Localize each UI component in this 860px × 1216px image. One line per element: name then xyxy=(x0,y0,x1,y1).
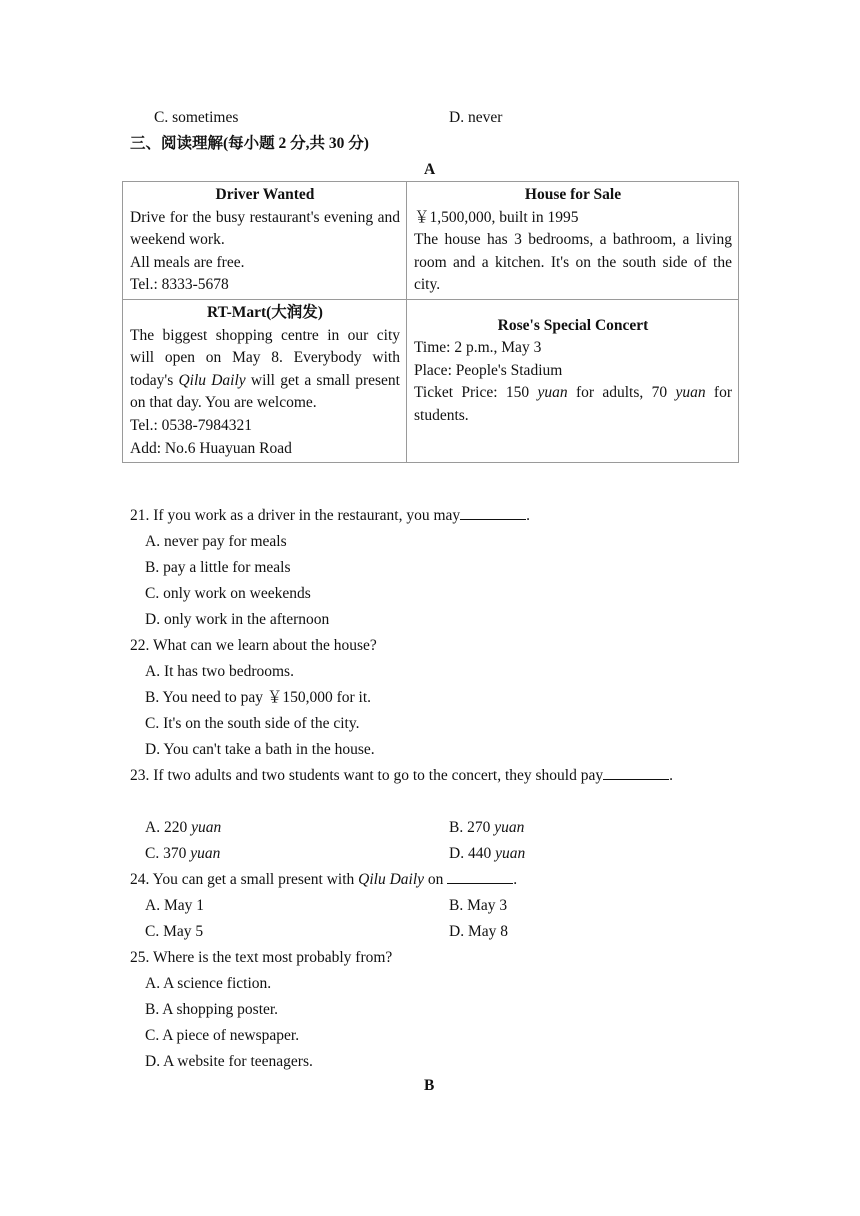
q23-option-d: D. 440 yuan xyxy=(449,845,526,862)
q24-option-b: B. May 3 xyxy=(449,897,508,914)
concert-title: Rose's Special Concert xyxy=(497,316,649,334)
question-21: 21. If you work as a driver in the restaurant, you may . xyxy=(130,507,531,524)
concert-price: Ticket Price: 150 yuan for adults, 70 yuan for students. xyxy=(414,384,732,424)
answer-blank xyxy=(447,869,513,884)
q23-option-c: C. 370 yuan xyxy=(145,845,221,862)
section-heading: 三、阅读理解(每小题 2 分,共 30 分) xyxy=(130,135,369,152)
rtmart-address: Add: No.6 Huayuan Road xyxy=(130,439,292,457)
concert-time: Time: 2 p.m., May 3 xyxy=(414,339,542,357)
rtmart-title: RT-Mart(大润发) xyxy=(207,303,323,321)
house-price: ￥1,500,000, built in 1995 xyxy=(414,208,579,226)
qilu-daily-name: Qilu Daily xyxy=(178,371,246,389)
q25-option-a: A. A science fiction. xyxy=(145,975,272,992)
house-for-sale-title: House for Sale xyxy=(524,186,622,203)
question-24: 24. You can get a small present with Qilu Daily on . xyxy=(130,871,518,888)
option-d-never: D. never xyxy=(449,109,503,126)
rtmart-desc: The biggest shopping centre in our city will open on May 8. Everybody with today's Qilu Daily will get a small present on that day. You are welcome. xyxy=(130,326,400,412)
passage-b-label: B xyxy=(424,1077,435,1094)
rtmart-ad xyxy=(123,299,407,462)
q22-option-c: C. It's on the south side of the city. xyxy=(145,715,360,732)
q21-option-b: B. pay a little for meals xyxy=(145,559,291,576)
driver-wanted-title: Driver Wanted xyxy=(215,186,315,203)
driver-wanted-ad xyxy=(123,182,407,300)
q24-option-c: C. May 5 xyxy=(145,923,204,940)
driver-wanted-meals: All meals are free. xyxy=(130,253,245,271)
q24-option-a: A. May 1 xyxy=(145,897,204,914)
concert-ad xyxy=(407,299,739,462)
q21-option-a: A. never pay for meals xyxy=(145,533,287,550)
q21-option-d: D. only work in the afternoon xyxy=(145,611,330,628)
answer-blank xyxy=(603,765,669,780)
passage-a-label: A xyxy=(424,161,436,178)
q24-option-d: D. May 8 xyxy=(449,923,508,940)
answer-blank xyxy=(460,505,526,520)
house-desc: The house has 3 bedrooms, a bathroom, a living room and a kitchen. It's on the south side of the city. xyxy=(414,231,732,294)
q25-option-d: D. A website for teenagers. xyxy=(145,1053,313,1070)
q21-option-c: C. only work on weekends xyxy=(145,585,311,602)
question-25: 25. Where is the text most probably from? xyxy=(130,949,393,966)
ads-table xyxy=(122,181,739,463)
house-for-sale-ad xyxy=(407,182,739,300)
q23-option-b: B. 270 yuan xyxy=(449,819,525,836)
q25-option-b: B. A shopping poster. xyxy=(145,1001,279,1018)
driver-wanted-desc: Drive for the busy restaurant's evening and weekend work. xyxy=(130,208,400,249)
q22-option-a: A. It has two bedrooms. xyxy=(145,663,294,680)
q22-option-d: D. You can't take a bath in the house. xyxy=(145,741,375,758)
concert-place: Place: People's Stadium xyxy=(414,361,563,379)
rtmart-tel: Tel.: 0538-7984321 xyxy=(130,416,253,434)
q25-option-c: C. A piece of newspaper. xyxy=(145,1027,300,1044)
q23-option-a: A. 220 yuan xyxy=(145,819,222,836)
q22-option-b: B. You need to pay ￥150,000 for it. xyxy=(145,689,372,706)
option-c-sometimes: C. sometimes xyxy=(154,109,239,126)
question-23: 23. If two adults and two students want to go to the concert, they should pay . xyxy=(130,767,673,784)
driver-wanted-tel: Tel.: 8333-5678 xyxy=(130,276,229,294)
question-22: 22. What can we learn about the house? xyxy=(130,637,377,654)
